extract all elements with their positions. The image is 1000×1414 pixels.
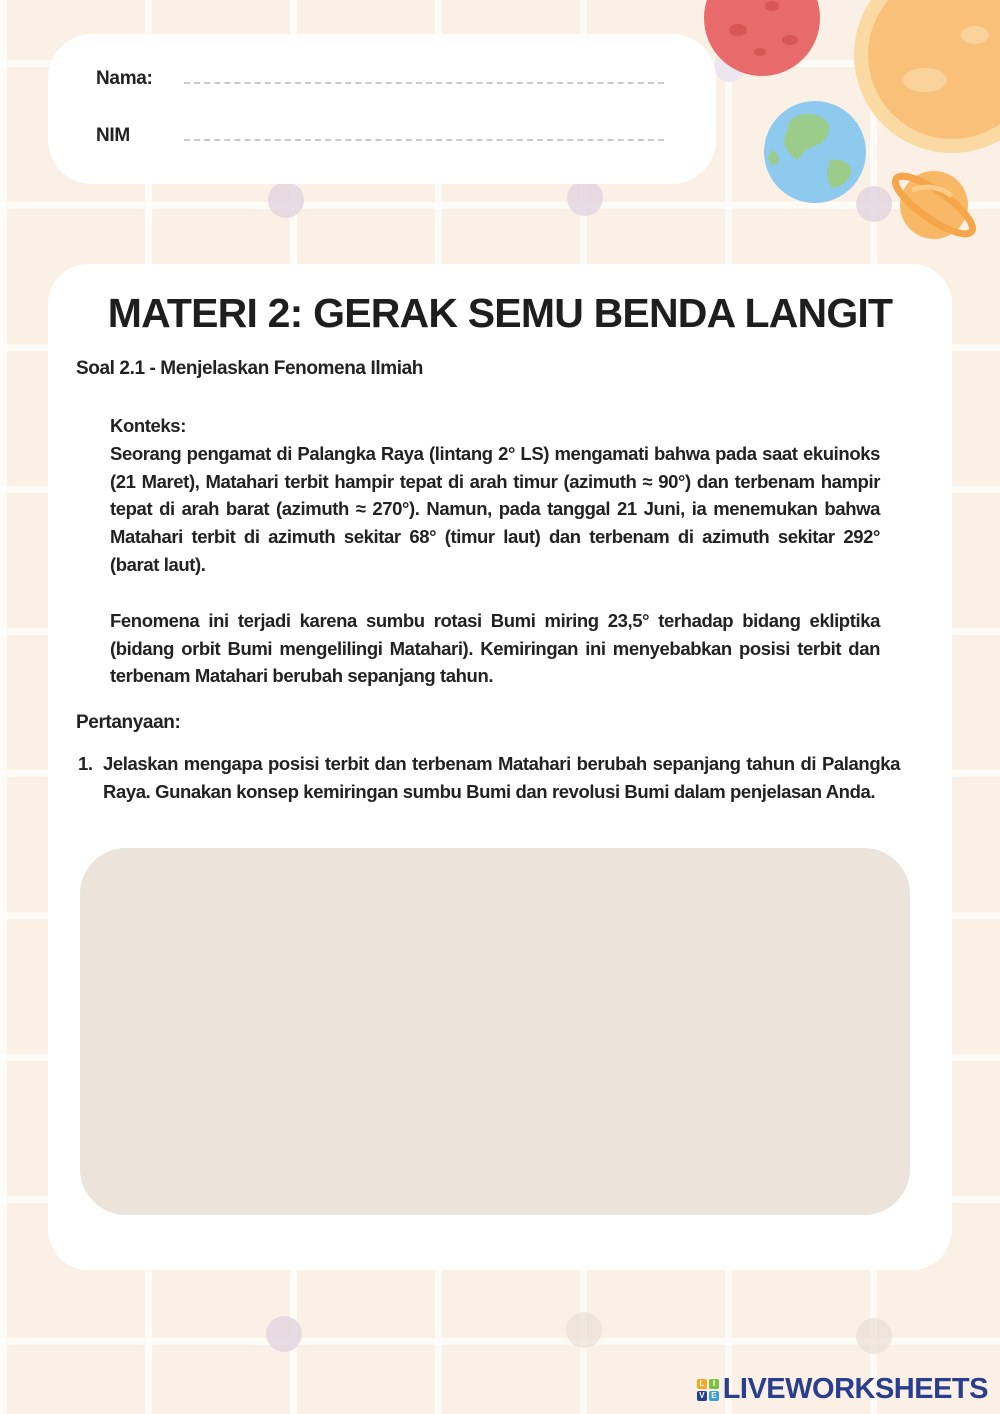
nim-label: NIM [96,125,130,146]
nim-input-line[interactable] [184,139,664,141]
worksheet-card [48,264,952,1270]
name-label: Nama: [96,68,153,89]
answer-textarea[interactable] [80,848,910,1215]
nim-field-row [96,125,664,147]
liveworksheets-logo-icon: L I V E [697,1379,719,1401]
name-input-line[interactable] [184,82,664,84]
sun-icon [854,0,1000,153]
page-title: MATERI 2: GERAK SEMU BENDA LANGIT [107,290,893,336]
decor-dot [566,1312,602,1348]
decor-dot [266,1316,302,1352]
question-text: Jelaskan mengapa posisi terbit dan terbenam Matahari berubah sepanjang tahun di Palangka Raya. Gunakan konsep kemiringan sumbu Bumi dan revolusi Bumi dalam penjelasan Anda. [103,753,900,802]
decor-dot [567,180,603,216]
decor-dot [856,1318,892,1354]
question-item [78,750,900,806]
section-subtitle: Soal 2.1 - Menjelaskan Fenomena Ilmiah [76,358,423,379]
questions-label: Pertanyaan: [76,712,181,733]
earth-planet-icon [764,101,866,203]
mars-planet-icon [704,0,820,82]
name-field-row [96,68,664,90]
brand-text: LIVEWORKSHEETS [722,1373,988,1405]
context-block [110,412,880,690]
liveworksheets-brand[interactable] [697,1373,988,1406]
saturn-planet-icon [888,167,979,243]
context-paragraph-1: Seorang pengamat di Palangka Raya (lintang 2° LS) mengamati bahwa pada saat ekuinoks (21 Maret), Matahari terbit hampir tepat di arah timur (azimuth ≈ 90°) dan terbenam hampir tepat di arah barat (azimuth ≈ 270°). Namun, pada tanggal 21 Juni, ia menemukan bahwa Matahari terbit di azimuth sekitar 68° (timur laut) dan terbenam di azimuth sekitar 292° (barat laut). [110,442,880,575]
student-info-card [48,34,716,184]
decor-dot [268,182,304,218]
planets-decoration [690,0,1000,260]
context-paragraph-2: Fenomena ini terjadi karena sumbu rotasi Bumi miring 23,5° terhadap bidang ekliptika (bidang orbit Bumi mengelilingi Matahari). Kemiringan ini menyebabkan posisi terbit dan terbenam Matahari berubah sepanjang tahun. [110,609,880,687]
question-number: 1. [78,753,93,774]
context-label: Konteks: [110,415,186,436]
